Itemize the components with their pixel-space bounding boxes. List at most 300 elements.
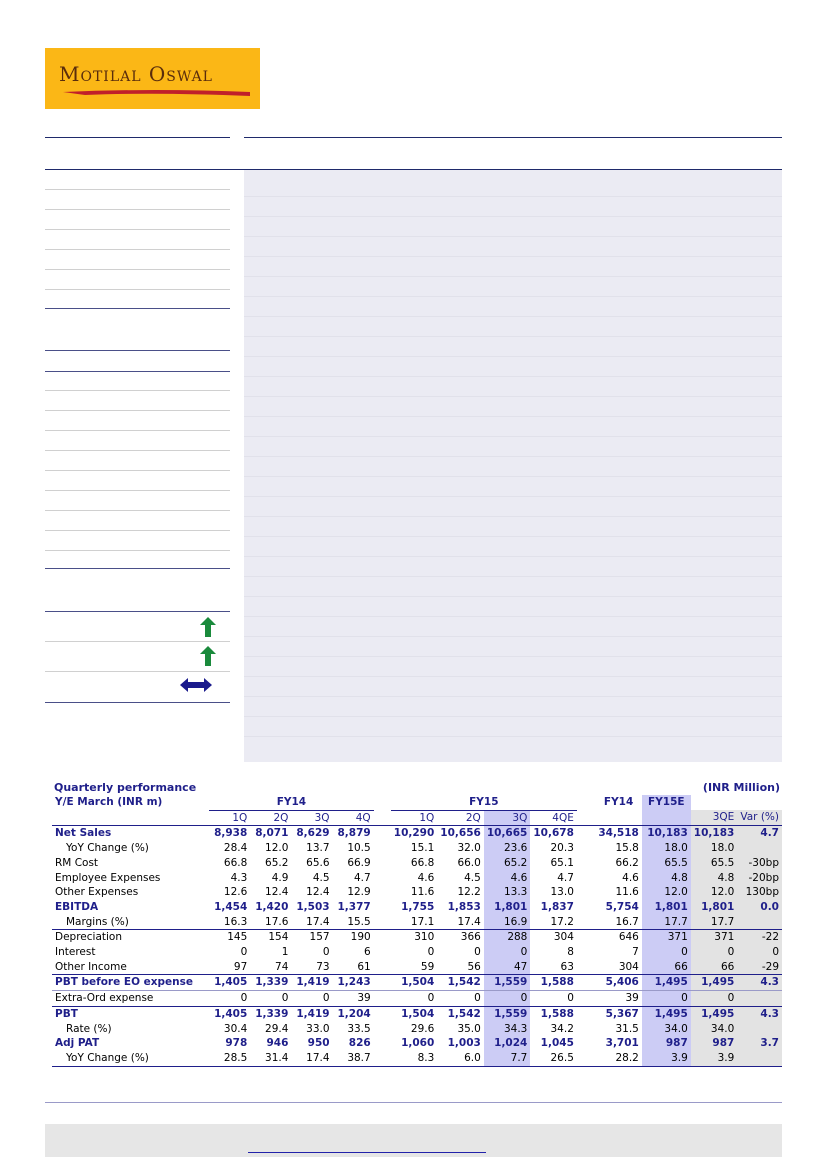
value-cell: 0 (691, 991, 738, 1007)
panel-line (244, 256, 782, 257)
value-cell: 1,542 (437, 975, 484, 991)
value-cell: 1,504 (391, 1006, 438, 1021)
panel-line (244, 216, 782, 217)
panel-line (244, 616, 782, 617)
value-cell: 8.3 (391, 1051, 438, 1066)
value-cell: 66.2 (615, 856, 639, 869)
value-cell: 29.4 (265, 1022, 289, 1035)
value-cell: 1,801 (484, 900, 531, 915)
value-cell: 34,518 (595, 826, 642, 841)
value-cell: 12.4 (306, 886, 330, 899)
value-cell: 0 (474, 946, 481, 959)
up-arrow-icon (200, 617, 216, 637)
sub-header: 3Q (314, 811, 330, 824)
sidebar-divider (45, 269, 230, 270)
spacer-cell (577, 856, 595, 871)
row-label: Extra-Ord expense (52, 991, 209, 1007)
sidebar-section-rule (45, 350, 230, 351)
value-cell (737, 841, 782, 856)
value-cell: 154 (250, 930, 291, 945)
sidebar-section-rule (45, 611, 230, 612)
value-cell: 304 (530, 930, 577, 945)
panel-line (244, 456, 782, 457)
value-cell: 1,495 (642, 975, 691, 991)
value-cell: 4.9 (271, 871, 289, 884)
value-cell: 4.5 (312, 871, 330, 884)
row-label: Interest (55, 946, 96, 959)
spacer-cell (577, 915, 595, 930)
value-cell: 39 (333, 991, 374, 1007)
value-cell: 1,559 (484, 975, 531, 991)
row-label: Adj PAT (55, 1037, 100, 1050)
row-label: Other Income (55, 960, 127, 973)
table-row (52, 960, 782, 975)
value-cell: 6.0 (437, 1051, 484, 1066)
value-cell: 4.7 (557, 871, 574, 884)
value-cell: 65.2 (484, 856, 531, 871)
value-cell: 8,938 (209, 826, 250, 841)
value-cell: 10,290 (391, 826, 438, 841)
value-cell: 16.3 (223, 915, 248, 928)
value-cell: 33.0 (306, 1022, 330, 1035)
value-cell: 0 (437, 991, 484, 1007)
value-cell: 17.4 (291, 1051, 332, 1066)
value-cell: 646 (595, 930, 642, 945)
value-cell: 65.2 (265, 856, 289, 869)
value-cell: 13.3 (484, 885, 531, 900)
sub-header (595, 810, 642, 826)
value-cell: 366 (437, 930, 484, 945)
panel-line (244, 736, 782, 737)
value-cell: 15.1 (410, 842, 435, 855)
value-cell: 371 (642, 930, 691, 945)
panel-line (244, 356, 782, 357)
value-cell: -30bp (737, 856, 782, 871)
value-cell: 5,406 (595, 975, 642, 991)
table-row (52, 856, 782, 871)
value-cell: 15.5 (347, 915, 371, 928)
value-cell: 190 (333, 930, 374, 945)
content-panel (244, 170, 782, 762)
sidebar-divider (45, 470, 230, 471)
value-cell: 34.0 (691, 1022, 738, 1037)
sub-header: 2Q (273, 811, 289, 824)
value-cell: 17.2 (550, 915, 574, 928)
spacer-cell (374, 930, 391, 945)
spacer-cell (374, 945, 391, 960)
value-cell: 946 (266, 1037, 289, 1050)
spacer-cell (374, 915, 391, 930)
value-cell: 18.0 (691, 841, 738, 856)
value-cell: 0 (691, 945, 738, 960)
row-label: Employee Expenses (55, 871, 161, 884)
panel-line (244, 656, 782, 657)
value-cell: 7 (632, 946, 639, 959)
value-cell: 1,853 (447, 900, 481, 913)
sub-header: 1Q (419, 811, 435, 824)
spacer-cell (577, 1022, 595, 1037)
spacer-cell (374, 1022, 391, 1037)
sidebar-divider (45, 530, 230, 531)
spacer-cell (577, 826, 595, 841)
table-row (52, 915, 782, 930)
value-cell: 8,629 (291, 826, 332, 841)
value-cell: 63 (560, 960, 574, 973)
panel-line (244, 676, 782, 677)
sidebar-divider (45, 490, 230, 491)
value-cell: 1,495 (691, 975, 738, 991)
sidebar-divider (45, 430, 230, 431)
value-cell (737, 915, 782, 930)
value-cell: 4.7 (354, 871, 371, 884)
value-cell: 1,419 (291, 1006, 332, 1021)
value-cell: 0 (530, 991, 577, 1007)
value-cell: 66 (691, 960, 738, 975)
value-cell: 1,204 (333, 1006, 374, 1021)
spacer-cell (374, 1051, 391, 1066)
up-arrow-icon (200, 646, 216, 666)
value-cell: -20bp (737, 871, 782, 886)
value-cell: 8,071 (250, 826, 291, 841)
value-cell: 0 (291, 991, 332, 1007)
panel-line (244, 416, 782, 417)
value-cell: 35.0 (457, 1022, 481, 1035)
value-cell: 0 (737, 945, 782, 960)
value-cell: 304 (618, 960, 639, 973)
table-row (52, 1036, 782, 1051)
value-cell: 4.3 (737, 975, 782, 991)
panel-line (244, 516, 782, 517)
table-header-row (52, 795, 782, 810)
spacer-cell (577, 841, 595, 856)
value-cell: 3,701 (605, 1037, 639, 1050)
row-label: Rate (%) (66, 1022, 112, 1035)
spacer-cell (577, 1036, 595, 1051)
sidebar-divider (45, 209, 230, 210)
value-cell: 371 (691, 930, 738, 945)
row-label: PBT (52, 1006, 209, 1021)
sidebar-divider (45, 410, 230, 411)
panel-line (244, 496, 782, 497)
value-cell: 310 (391, 930, 438, 945)
table-row (52, 1022, 782, 1037)
value-cell: 11.6 (615, 886, 639, 899)
row-label: YoY Change (%) (52, 1051, 209, 1066)
sidebar-divider (45, 550, 230, 551)
value-cell: 13.7 (306, 842, 330, 855)
value-cell: 34.0 (642, 1022, 691, 1037)
sub-header: 3Q (484, 810, 531, 826)
value-cell: 26.5 (530, 1051, 577, 1066)
group-header-fy15e: FY15E (642, 795, 691, 810)
panel-line (244, 336, 782, 337)
sidebar-section-rule (45, 308, 230, 309)
value-cell: 1,801 (642, 900, 691, 915)
value-cell: 1,542 (437, 1006, 484, 1021)
value-cell: 12.4 (265, 886, 289, 899)
spacer-cell (374, 871, 391, 886)
value-cell: 0 (484, 945, 531, 960)
table-subheader-row (52, 810, 782, 826)
value-cell: 28.4 (223, 842, 248, 855)
spacer-cell (374, 1006, 391, 1021)
value-cell: 17.4 (306, 915, 330, 928)
value-cell: 4.7 (737, 826, 782, 841)
panel-line (244, 716, 782, 717)
spacer-cell (374, 975, 391, 991)
value-cell: 28.5 (209, 1051, 250, 1066)
value-cell: 56 (467, 960, 481, 973)
value-cell: 23.6 (484, 841, 531, 856)
value-cell: 66.9 (347, 856, 371, 869)
sub-header: 3QE (691, 810, 738, 826)
value-cell: 18.0 (642, 841, 691, 856)
sub-header: Var (%) (737, 810, 782, 826)
value-cell: 1,837 (540, 900, 574, 913)
value-cell: 65.5 (691, 856, 738, 871)
sub-header: 4Q (355, 811, 371, 824)
value-cell: 15.8 (615, 842, 639, 855)
value-cell: 0 (209, 991, 250, 1007)
value-cell: 0 (391, 991, 438, 1007)
value-cell: 39 (595, 991, 642, 1007)
table-row (52, 900, 782, 915)
value-cell: 34.3 (484, 1022, 531, 1037)
value-cell (737, 991, 782, 1007)
value-cell: 1,495 (691, 1006, 738, 1021)
sub-header: 2Q (465, 811, 481, 824)
value-cell: 4.6 (417, 871, 435, 884)
panel-line (244, 376, 782, 377)
value-cell: 12.9 (347, 886, 371, 899)
panel-line (244, 436, 782, 437)
value-cell: 65.6 (306, 856, 330, 869)
value-cell: 33.5 (347, 1022, 371, 1035)
value-cell: 61 (357, 960, 371, 973)
logo-text: Motilal Oswal (59, 62, 213, 86)
sub-header: 1Q (232, 811, 248, 824)
panel-line (244, 556, 782, 557)
value-cell: 47 (484, 960, 531, 975)
value-cell: 3.9 (691, 1051, 738, 1066)
panel-line (244, 696, 782, 697)
value-cell: 1 (281, 946, 289, 959)
value-cell: 1,243 (333, 975, 374, 991)
footer-link-underline[interactable] (248, 1152, 486, 1153)
panel-line (244, 316, 782, 317)
sidebar-divider (45, 249, 230, 250)
value-cell: 826 (348, 1037, 371, 1050)
spacer-cell (577, 1006, 595, 1021)
panel-line (244, 576, 782, 577)
panel-line (244, 636, 782, 637)
value-cell: 4.6 (622, 871, 639, 884)
value-cell: 66.8 (223, 856, 248, 869)
value-cell: 32.0 (457, 842, 481, 855)
value-cell: 4.8 (691, 871, 738, 886)
spacer-cell (577, 960, 595, 975)
value-cell: 12.2 (457, 886, 481, 899)
panel-line (244, 476, 782, 477)
value-cell: 1,045 (540, 1037, 574, 1050)
sidebar-divider (45, 390, 230, 391)
value-cell: 3.9 (642, 1051, 691, 1066)
value-cell: 13.0 (550, 886, 574, 899)
value-cell: 10.5 (347, 842, 371, 855)
value-cell: 17.7 (642, 915, 691, 930)
value-cell: 4.3 (737, 1006, 782, 1021)
value-cell: 978 (225, 1037, 248, 1050)
value-cell: 20.3 (550, 842, 574, 855)
value-cell: 1,559 (484, 1006, 531, 1021)
value-cell: 12.0 (265, 842, 289, 855)
value-cell: 0 (322, 946, 330, 959)
value-cell: 97 (233, 960, 248, 973)
spacer-cell (577, 871, 595, 886)
value-cell: 74 (275, 960, 289, 973)
value-cell: 1,420 (255, 900, 289, 913)
value-cell: 4.5 (464, 871, 481, 884)
sidebar-section-rule (45, 371, 230, 372)
value-cell: 145 (209, 930, 250, 945)
left-right-arrow-icon (180, 678, 212, 692)
value-cell: 1,060 (401, 1037, 435, 1050)
value-cell: 8,879 (333, 826, 374, 841)
value-cell: 0 (427, 946, 435, 959)
sidebar-divider (45, 671, 230, 672)
row-label: Depreciation (52, 930, 209, 945)
value-cell: 12.6 (223, 886, 248, 899)
value-cell: 1,588 (530, 1006, 577, 1021)
value-cell: 59 (420, 960, 435, 973)
row-label: Other Expenses (55, 886, 139, 899)
spacer-cell (577, 991, 595, 1007)
value-cell: 1,454 (214, 900, 248, 913)
value-cell: 1,024 (484, 1036, 531, 1051)
spacer-cell (577, 1051, 595, 1066)
value-cell: 3.7 (737, 1036, 782, 1051)
value-cell: 10,678 (530, 826, 577, 841)
value-cell: 1,801 (691, 900, 738, 915)
panel-line (244, 196, 782, 197)
spacer-cell (374, 991, 391, 1007)
row-label: RM Cost (55, 856, 99, 869)
value-cell (737, 1051, 782, 1066)
table-row (52, 930, 782, 945)
value-cell: 157 (291, 930, 332, 945)
value-cell: 29.6 (410, 1022, 435, 1035)
spacer-cell (374, 841, 391, 856)
unit-label: (INR Million) (702, 781, 780, 794)
sub-header (642, 810, 691, 826)
spacer-cell (374, 826, 391, 841)
value-cell: 130bp (737, 885, 782, 900)
table-row (52, 945, 782, 960)
value-cell: 30.4 (223, 1022, 248, 1035)
row-label: Margins (%) (66, 915, 129, 928)
value-cell: 0 (642, 991, 691, 1007)
sidebar-divider (45, 189, 230, 190)
spacer-cell (577, 885, 595, 900)
spacer-cell (577, 900, 595, 915)
value-cell: 16.9 (484, 915, 531, 930)
value-cell: 5,754 (605, 900, 639, 913)
table-row (52, 841, 782, 856)
sidebar-section-rule (45, 702, 230, 703)
value-cell: 1,003 (447, 1037, 481, 1050)
group-header-fy14-full: FY14 (603, 796, 634, 809)
value-cell: 17.4 (457, 915, 481, 928)
value-cell: 950 (307, 1037, 330, 1050)
value-cell: 16.7 (615, 915, 639, 928)
spacer-cell (374, 885, 391, 900)
table-row (52, 1051, 782, 1066)
row-label: YoY Change (%) (66, 842, 149, 855)
value-cell: 4.6 (484, 871, 531, 886)
table-row (52, 871, 782, 886)
value-cell: 1,405 (209, 1006, 250, 1021)
value-cell: -22 (737, 930, 782, 945)
sidebar-divider (45, 641, 230, 642)
value-cell: 7.7 (484, 1051, 531, 1066)
value-cell: 5,367 (595, 1006, 642, 1021)
value-cell: 288 (484, 930, 531, 945)
value-cell: 1,504 (391, 975, 438, 991)
value-cell (737, 1022, 782, 1037)
value-cell: 10,656 (437, 826, 484, 841)
value-cell: 0 (642, 945, 691, 960)
value-cell: 1,339 (250, 1006, 291, 1021)
panel-line (244, 276, 782, 277)
value-cell: 1,377 (337, 900, 371, 913)
value-cell: 66.8 (410, 856, 435, 869)
table-row (52, 885, 782, 900)
value-cell: 1,755 (401, 900, 435, 913)
value-cell: 1,503 (296, 900, 330, 913)
row-label: Net Sales (52, 826, 209, 841)
panel-line (244, 236, 782, 237)
spacer-cell (577, 975, 595, 991)
table-row (52, 991, 782, 1007)
value-cell: 10,183 (642, 826, 691, 841)
value-cell: 10,665 (484, 826, 531, 841)
value-cell: 66.0 (457, 856, 481, 869)
value-cell: 1,339 (250, 975, 291, 991)
value-cell: 1,405 (209, 975, 250, 991)
value-cell: 28.2 (595, 1051, 642, 1066)
value-cell: 0.0 (737, 900, 782, 915)
footer-rule (45, 1102, 782, 1103)
spacer-cell (577, 930, 595, 945)
sub-header: 4QE (552, 811, 574, 824)
value-cell: 1,588 (530, 975, 577, 991)
spacer-cell (374, 856, 391, 871)
value-cell: 987 (642, 1036, 691, 1051)
value-cell: 4.3 (230, 871, 248, 884)
value-cell: 4.8 (642, 871, 691, 886)
spacer-cell (374, 960, 391, 975)
sidebar-divider (45, 450, 230, 451)
table-row (52, 826, 782, 841)
sidebar-section-rule (45, 568, 230, 569)
row-label: EBITDA (55, 900, 99, 913)
value-cell: 73 (316, 960, 330, 973)
value-cell: 1,495 (642, 1006, 691, 1021)
value-cell: 987 (691, 1036, 738, 1051)
value-cell: 31.5 (615, 1022, 639, 1035)
value-cell: 10,183 (691, 826, 738, 841)
value-cell: 65.1 (550, 856, 574, 869)
